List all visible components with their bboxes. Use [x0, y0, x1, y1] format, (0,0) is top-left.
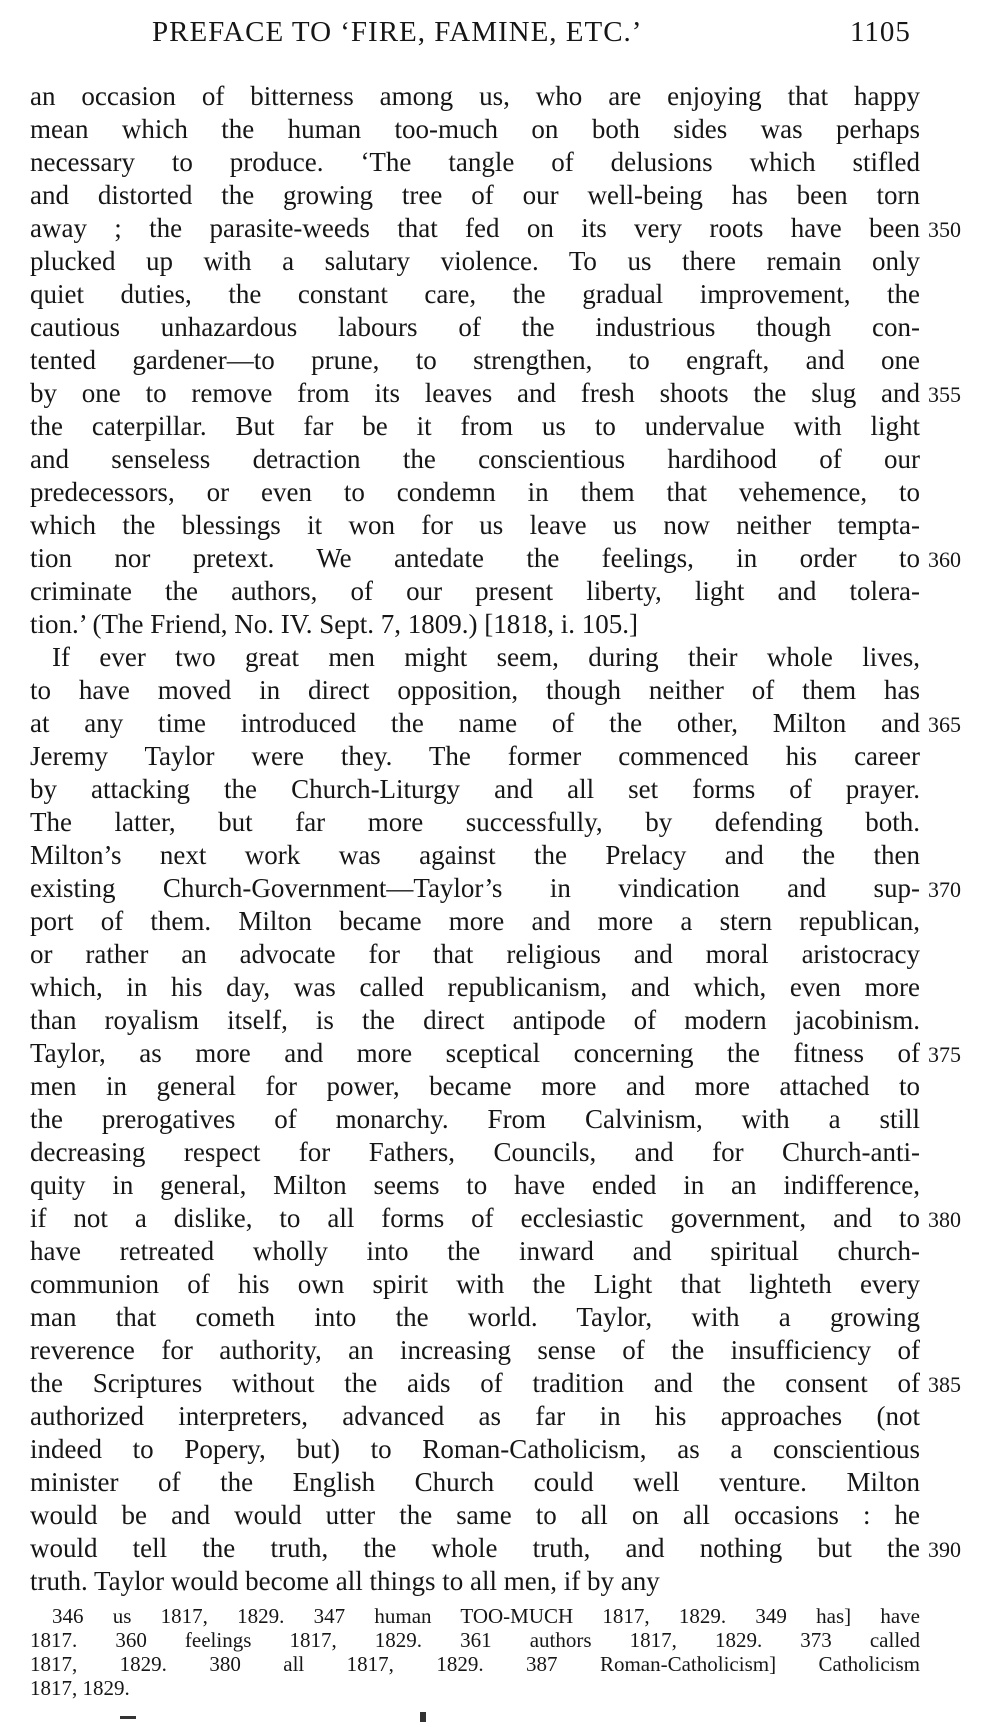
- line-number: 350: [928, 217, 961, 242]
- line-text: the caterpillar. But far be it from us to undervalue with light: [30, 411, 920, 441]
- text-line: [30, 641, 920, 674]
- line-text: decreasing respect for Fathers, Councils, and for Church-anti-: [30, 1137, 920, 1167]
- printer-mark-tick: [420, 1712, 426, 1722]
- line-text: and distorted the growing tree of our well-being has been torn: [30, 180, 920, 210]
- text-line: [30, 509, 920, 542]
- line-number: 365: [928, 712, 961, 737]
- line-number: 375: [928, 1042, 961, 1067]
- text-line: [30, 410, 920, 443]
- footnote-line: [30, 1676, 920, 1700]
- text-line: [30, 1334, 920, 1367]
- footnote-text: 1817, 1829.: [30, 1676, 130, 1700]
- line-number: 390: [928, 1537, 961, 1562]
- line-text: which the blessings it won for us leave us now neither tempta-: [30, 510, 920, 540]
- text-line: [30, 707, 961, 740]
- line-text: quity in general, Milton seems to have ended in an indifference,: [30, 1170, 920, 1200]
- text-line: [30, 872, 961, 905]
- line-text: plucked up with a salutary violence. To us there remain only: [30, 246, 920, 276]
- printer-marks: [120, 1712, 520, 1724]
- line-number: 355: [928, 382, 961, 407]
- text-line: [30, 1103, 920, 1136]
- line-text: tion.’ (The Friend, No. IV. Sept. 7, 1809.) [1818, i. 105.]: [30, 609, 638, 639]
- text-line: [30, 1367, 961, 1400]
- line-text: criminate the authors, of our present liberty, light and tolera-: [30, 576, 920, 606]
- line-text: The latter, but far more successfully, by defending both.: [30, 807, 920, 837]
- line-text: predecessors, or even to condemn in them that vehemence, to: [30, 477, 920, 507]
- text-line: [30, 443, 920, 476]
- text-line: [30, 1037, 961, 1070]
- text-line: [30, 1565, 920, 1598]
- running-head: [0, 16, 1000, 60]
- text-line: [30, 740, 920, 773]
- text-line: [30, 212, 961, 245]
- text-line: [30, 1532, 961, 1565]
- footnote-text: 1817. 360 feelings 1817, 1829. 361 authors 1817, 1829. 373 called: [30, 1628, 920, 1652]
- line-number: 370: [928, 877, 961, 902]
- line-text: Taylor, as more and more sceptical concerning the fitness of: [30, 1038, 920, 1068]
- line-text: Jeremy Taylor were they. The former commenced his career: [30, 741, 920, 771]
- line-text: the prerogatives of monarchy. From Calvinism, with a still: [30, 1104, 920, 1134]
- line-text: mean which the human too-much on both sides was perhaps: [30, 114, 920, 144]
- text-line: [30, 542, 961, 575]
- line-text: truth. Taylor would become all things to all men, if by any: [30, 1566, 660, 1596]
- text-line: [30, 1004, 920, 1037]
- text-line: [30, 311, 920, 344]
- text-line: [30, 476, 920, 509]
- line-text: and senseless detraction the conscientious hardihood of our: [30, 444, 920, 474]
- text-line: [30, 674, 920, 707]
- line-text: at any time introduced the name of the other, Milton and: [30, 708, 920, 738]
- line-text: tion nor pretext. We antedate the feelings, in order to: [30, 543, 920, 573]
- text-line: [30, 938, 920, 971]
- line-text: away ; the parasite-weeds that fed on its very roots have been: [30, 213, 920, 243]
- printer-mark-dash: [120, 1716, 136, 1719]
- line-text: reverence for authority, an increasing sense of the insufficiency of: [30, 1335, 920, 1365]
- text-line: [30, 245, 920, 278]
- text-line: [30, 1235, 920, 1268]
- line-text: which, in his day, was called republicanism, and which, even more: [30, 972, 920, 1002]
- line-number: 360: [928, 547, 961, 572]
- text-line: [30, 773, 920, 806]
- line-text: man that cometh into the world. Taylor, with a growing: [30, 1302, 920, 1332]
- footnote-text: 1817, 1829. 380 all 1817, 1829. 387 Roman-Catholicism] Catholicism: [30, 1652, 920, 1676]
- text-line: [30, 80, 920, 113]
- text-line: [30, 971, 920, 1004]
- line-text: Milton’s next work was against the Prelacy and the then: [30, 840, 920, 870]
- line-text: existing Church-Government—Taylor’s in vindication and sup-: [30, 873, 920, 903]
- line-text: an occasion of bitterness among us, who are enjoying that happy: [30, 81, 920, 111]
- running-title: PREFACE TO ‘FIRE, FAMINE, ETC.’: [152, 16, 643, 48]
- line-text: communion of his own spirit with the Light that lighteth every: [30, 1269, 920, 1299]
- line-text: quiet duties, the constant care, the gradual improvement, the: [30, 279, 920, 309]
- text-line: [30, 179, 920, 212]
- line-text: than royalism itself, is the direct antipode of modern jacobinism.: [30, 1005, 920, 1035]
- body-text: [30, 80, 961, 1598]
- text-line: [30, 1268, 920, 1301]
- text-line: [30, 146, 920, 179]
- line-text: the Scriptures without the aids of tradition and the consent of: [30, 1368, 920, 1398]
- footnote-text: 346 us 1817, 1829. 347 human TOO-MUCH 1817, 1829. 349 has] have: [52, 1604, 920, 1628]
- text-line: [30, 1466, 920, 1499]
- line-text: indeed to Popery, but) to Roman-Catholicism, as a conscientious: [30, 1434, 920, 1464]
- footnotes: [30, 1604, 920, 1700]
- text-line: [30, 1499, 920, 1532]
- line-text: authorized interpreters, advanced as far in his approaches (not: [30, 1401, 920, 1431]
- text-line: [30, 278, 920, 311]
- text-line: [30, 905, 920, 938]
- line-text: would be and would utter the same to all on all occasions : he: [30, 1500, 920, 1530]
- footnote-line: [30, 1604, 920, 1628]
- footnote-line: [30, 1628, 920, 1652]
- line-text: cautious unhazardous labours of the industrious though con-: [30, 312, 920, 342]
- text-line: [30, 377, 961, 410]
- text-line: [30, 1136, 920, 1169]
- text-line: [30, 806, 920, 839]
- page-number: 1105: [850, 16, 911, 48]
- line-text: would tell the truth, the whole truth, and nothing but the: [30, 1533, 920, 1563]
- text-line: [30, 575, 920, 608]
- line-text: men in general for power, became more and more attached to: [30, 1071, 920, 1101]
- line-text: minister of the English Church could well venture. Milton: [30, 1467, 920, 1497]
- line-text: port of them. Milton became more and more a stern republican,: [30, 906, 920, 936]
- line-text: to have moved in direct opposition, though neither of them has: [30, 675, 920, 705]
- line-text: necessary to produce. ‘The tangle of delusions which stifled: [30, 147, 920, 177]
- text-line: [30, 608, 920, 641]
- text-line: [30, 839, 920, 872]
- text-line: [30, 344, 920, 377]
- footnote-line: [30, 1652, 920, 1676]
- line-text: have retreated wholly into the inward and spiritual church-: [30, 1236, 920, 1266]
- line-text: or rather an advocate for that religious and moral aristocracy: [30, 939, 920, 969]
- line-text: by attacking the Church-Liturgy and all set forms of prayer.: [30, 774, 920, 804]
- line-number: 380: [928, 1207, 961, 1232]
- text-line: [30, 1400, 920, 1433]
- line-text: tented gardener—to prune, to strengthen, to engraft, and one: [30, 345, 920, 375]
- text-line: [30, 1169, 920, 1202]
- line-text: if not a dislike, to all forms of ecclesiastic government, and to: [30, 1203, 920, 1233]
- text-line: [30, 1202, 961, 1235]
- line-text: If ever two great men might seem, during their whole lives,: [52, 642, 920, 672]
- line-text: by one to remove from its leaves and fresh shoots the slug and: [30, 378, 920, 408]
- text-line: [30, 113, 920, 146]
- line-number: 385: [928, 1372, 961, 1397]
- text-line: [30, 1070, 920, 1103]
- text-line: [30, 1433, 920, 1466]
- text-line: [30, 1301, 920, 1334]
